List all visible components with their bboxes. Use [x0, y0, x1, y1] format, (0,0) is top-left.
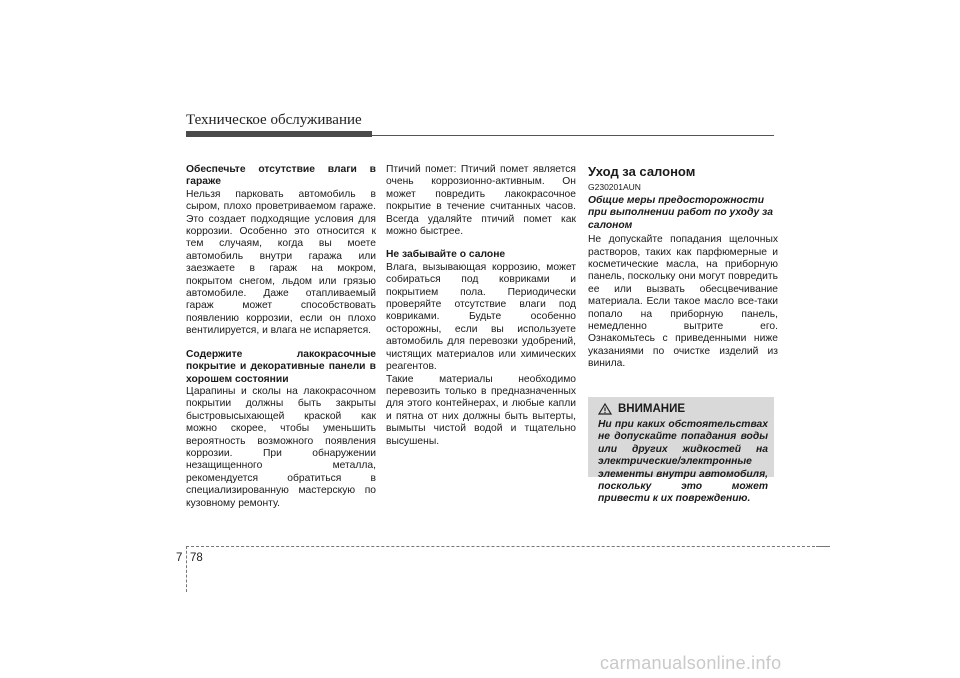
header-rule [372, 135, 774, 136]
interior-care-text: Не допускайте попадания щелочных растворов, таких как парфюмерные и косметические масла, на приборную панель, поскольку они могут повредить ее или вызвать обесцвечивание материала. Если такое масло все-таки попало на приборную панель, немедленно вытрите его. Ознакомьтесь с приведенными ниже указаниями по очистке изделий из винила. [588, 234, 778, 370]
footer-rule-end [816, 546, 830, 547]
page-header-title: Техническое обслуживание [186, 112, 362, 128]
warning-triangle-icon [598, 403, 612, 415]
bird-droppings-text: Птичий помет: Птичий помет является очень коррозионно-активным. Он может повредить лакокрасочное покрытие в течение считанных часов. Всегда удаляйте птичий помет как можно быстрее. [386, 164, 576, 238]
warning-title: ВНИМАНИЕ [618, 403, 686, 415]
column-left [186, 164, 376, 510]
materials-transport-text: Такие материалы необходимо перевозить только в предназначенных для этого контейнерах, и любые капли и пятна от них должны быть вытерты, вымыты чистой водой и тщательно высушены. [386, 373, 576, 447]
warning-box [588, 397, 774, 505]
interior-moisture-text: Влага, вызывающая коррозию, может собираться под ковриками и покрытием пола. Периодически проверяйте отсутствие влаги под ковриками. Будьте особенно осторожны, если вы используете автомобиль для перевозки удобрений, чистящих материалов или химических реагентов. [386, 261, 576, 373]
warning-text: Ни при каких обстоятельствах не допускайте попадания воды или других жидкостей на электрические/электронные элементы внутри автомобиля, поскольку это может привести к их повреждению. [598, 419, 768, 505]
column-middle [386, 164, 576, 448]
section-title-interior-care: Уход за салоном [588, 164, 696, 179]
footer-rule [186, 546, 820, 547]
section-code: G230201AUN [588, 182, 641, 192]
section-text-garage: Нельзя парковать автомобиль в сыром, плохо проветриваемом гараже. Это создает подходящие условия для коррозии. Особенно это относится к тем случаям, когда вы моете автомобиль внутри гаража или заезжаете в гараж на мокром, покрытом снегом, льдом или грязью автомобиле. Даже отапливаемый гараж может способствовать появлению коррозии, если он плохо вентилируется, и влага не испаряется. [186, 188, 376, 337]
section-text-paint: Царапины и сколы на лакокрасочном покрытии должны быть закрыты быстровысыхающей краской как можно скорее, чтобы уменьшить вероятность возможного появления коррозии. При обнаружении незащищенного металла, рекомендуется обратиться в специализированную мастерскую по кузовному ремонту. [186, 385, 376, 509]
warning-header [598, 403, 685, 415]
section-title-interior: Не забывайте о салоне [386, 249, 506, 261]
footer-divider [186, 546, 187, 592]
page-number: 78 [190, 552, 203, 564]
chapter-number: 7 [176, 552, 183, 564]
header-bar [186, 131, 372, 137]
precautions-subtitle: Общие меры предосторожности при выполнении работ по уходу за салоном [588, 195, 774, 231]
column-right [588, 164, 778, 371]
section-title-garage: Обеспечьте отсутствие влаги в гараже [186, 164, 376, 188]
watermark: carmanualsonline.info [600, 653, 782, 673]
section-title-paint: Содержите лакокрасочные покрытие и декоративные панели в хорошем состоянии [186, 348, 376, 385]
